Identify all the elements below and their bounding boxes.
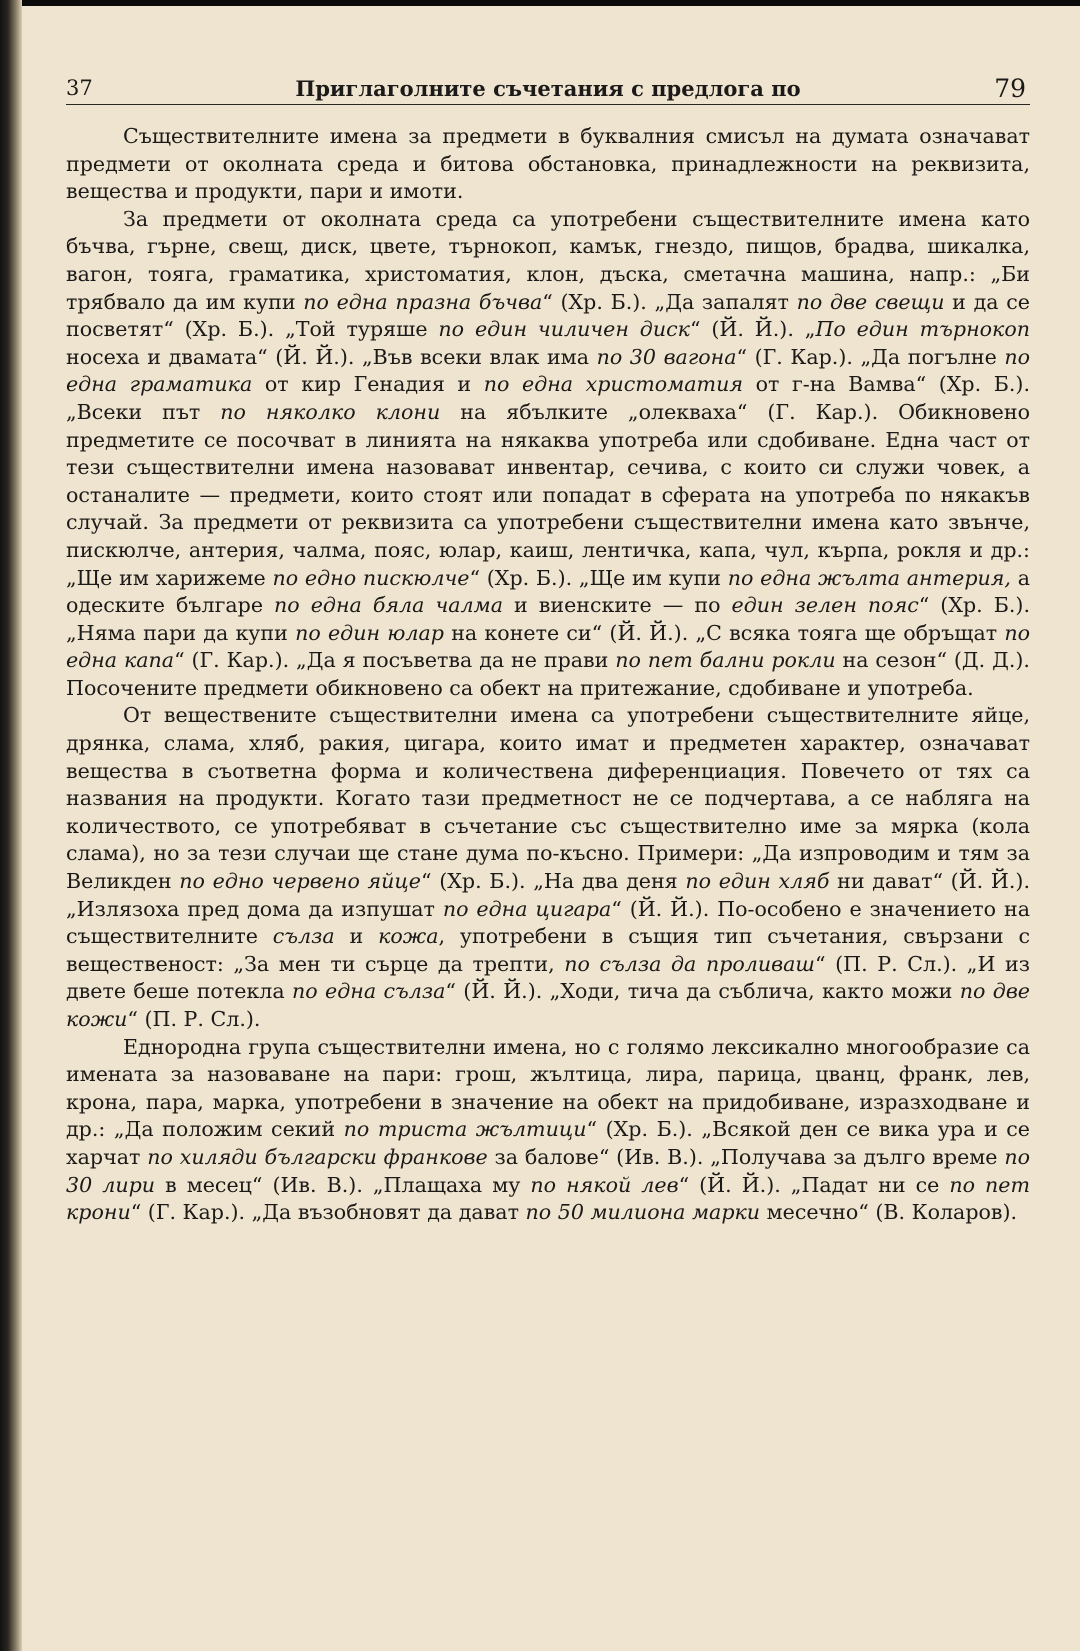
italic-example: по една жълта антерия,: [727, 565, 1011, 590]
running-title: Приглаголните съчетания с предлога по: [295, 76, 801, 101]
book-page: [66, 60, 1030, 1227]
text-run: “ (Г. Кар.). „Да я посъветва да не прави: [174, 648, 616, 673]
text-run: “ (П. Р. Сл.).: [127, 1007, 261, 1031]
paragraph: [66, 123, 1030, 206]
italic-example: по сълза да проливаш: [564, 951, 815, 976]
italic-example: кожа: [378, 924, 439, 949]
body-text: [66, 123, 1030, 1227]
italic-example: По един търнокоп: [815, 317, 1030, 342]
paragraph: [66, 702, 1030, 1033]
text-run: Еднородна група съществителни имена, но с голямо лексикално многообразие са имената за назоваване на пари: грош, жълтица, лира, парица, цванц, франк, лев, крона, пара, марка, употребени в значение на обект на придобиване, изразходване и др.: „Да положим секий: [66, 1034, 1030, 1142]
italic-example: по триста жълтици: [343, 1117, 587, 1142]
italic-example: по пет бални рокли: [615, 648, 836, 673]
italic-example: по 30 лири: [66, 1144, 1030, 1197]
italic-example: по две кожи: [66, 979, 1030, 1031]
italic-example: по един хляб: [685, 869, 830, 894]
text-run: “ (Й. Й.). „: [689, 317, 816, 342]
text-run: и да се посветят“ (Хр. Б.). „Той туряше: [66, 289, 1030, 342]
text-run: “ (П. Р. Сл.). „И из двете беше потекла: [66, 951, 1030, 1004]
text-run: “ (Й. Й.). По-особено е значението на съществителните: [66, 896, 1030, 949]
italic-example: по една бяла чалма: [274, 593, 504, 618]
text-run: “ (Г. Кар.). „Да възобновят да дават: [130, 1200, 526, 1225]
text-run: на ябълките „олекваха“ (Г. Кар.). Обикновено предметите се посочват в линията на някаква употреба или сдобиване. Една част от тези съществителни имена назовават инвентар, сечива, с които си служи човек, а останалите — предмети, които стоят или попадат в сферата на употреба по някакъв случай. За предмети от реквизита са употребени съществителни имена като звънче, пискюлче, антерия, чалма, пояс, юлар, каиш, лентичка, капа, чул, кърпа, рокля и др.: „Ще им харижеме: [66, 399, 1030, 590]
italic-example: един зелен пояс: [731, 593, 919, 618]
text-run: на сезон“ (Д. Д.). Посочените предмети обикновено са обект на притежание, сдобиване и употреба.: [66, 648, 1030, 700]
italic-example: по хиляди български франкове: [147, 1144, 488, 1169]
text-run: от г-на Вамва“ (Хр. Б.). „Всеки път: [66, 372, 1030, 424]
italic-example: по един чиличен диск: [438, 317, 690, 342]
text-run: и: [334, 924, 379, 949]
italic-example: по 50 милиона марки: [525, 1200, 761, 1225]
text-run: “ (Й. Й.). „Ходи, тича да съблича, както можи: [445, 979, 960, 1004]
italic-example: по една цигара: [442, 896, 612, 921]
italic-example: по две свещи: [796, 289, 945, 314]
text-run: в месец“ (Ив. В.). „Плащаха му: [155, 1172, 531, 1197]
scan-edge-top: [0, 0, 1080, 6]
text-run: носеха и двамата“ (Й. Й.). „Във всеки влак има: [66, 344, 597, 369]
italic-example: сълза: [272, 924, 335, 949]
italic-example: по една сълза: [292, 979, 446, 1004]
text-run: От веществените съществителни имена са употребени съществителните яйце, дрянка, слама, хляб, ракия, цигара, които имат и предметен характер, означават вещества в съответна форма и количествена диференциация. Повечето от тях са названия на продукти. Когато тази предметност не се подчертава, а се набляга на количеството, се употребяват в съчетание със съществително име за мярка (кола слама), но за тези случаи ще стане дума по-късно. Примери: „Да изпроводим и тям за Великден: [66, 703, 1030, 894]
section-number: 37: [66, 76, 93, 100]
text-run: “ (Г. Кар.). „Да погълне: [736, 344, 1005, 369]
italic-example: по пет крони: [66, 1172, 1030, 1225]
text-run: от кир Генадия и: [252, 372, 484, 397]
text-run: на конете си“ (Й. Й.). „С всяка тояга ще обръщат: [443, 620, 1005, 645]
text-run: Съществителните имена за предмети в буквалния смисъл на думата означават предмети от околната среда и битова обстановка, принадлежности на реквизита, вещества и продукти, пари и имоти.: [66, 124, 1030, 204]
text-run: за балове“ (Ив. В.). „Получава за дълго време: [487, 1144, 1005, 1169]
text-run: и виенските — по: [503, 593, 732, 618]
running-head: [66, 60, 1030, 105]
italic-example: по едно червено яйце: [179, 869, 421, 894]
text-run: “ (Хр. Б.). „Да запалят: [542, 289, 797, 314]
text-run: месечно“ (В. Коларов).: [760, 1200, 1018, 1225]
paragraph: [66, 206, 1030, 703]
italic-example: по една капа: [66, 620, 1031, 673]
text-run: а одеските българе: [66, 565, 1030, 618]
text-run: “ (Хр. Б.). „Всякой ден се вика ура и се харчат: [66, 1117, 1030, 1169]
text-run: “ (Хр. Б.). „На два деня: [420, 869, 686, 894]
italic-example: по едно пискюлче: [272, 565, 470, 590]
italic-example: по една празна бъчва: [303, 289, 543, 314]
italic-example: по някой лев: [530, 1172, 679, 1197]
page-number: 79: [994, 74, 1026, 103]
text-run: За предмети от околната среда са употребени съществителните имена като бъчва, гърне, свещ, диск, цвете, търнокоп, камък, гнездо, пищов, брадва, шикалка, вагон, тояга, граматика, христоматия, клон, дъска, сметачна машина, напр.: „Би трябвало да им купи: [66, 206, 1030, 314]
italic-example: по една граматика: [66, 344, 1031, 397]
italic-example: по няколко клони: [220, 399, 441, 424]
italic-example: по 30 вагона: [596, 344, 737, 369]
italic-example: по една христоматия: [483, 372, 743, 397]
paragraph: [66, 1034, 1030, 1227]
text-run: , употребени в същия тип съчетания, свързани с вещественост: „За мен ти сърце да трепти,: [66, 924, 1030, 976]
text-run: “ (Й. Й.). „Падат ни се: [678, 1172, 950, 1197]
book-spine-shadow: [0, 0, 22, 1651]
text-run: “ (Хр. Б.). „Няма пари да купи: [66, 593, 1031, 645]
italic-example: по един юлар: [295, 620, 444, 645]
text-run: ни дават“ (Й. Й.). „Излязоха пред дома да изпушат: [66, 869, 1030, 921]
text-run: “ (Хр. Б.). „Ще им купи: [469, 565, 728, 590]
